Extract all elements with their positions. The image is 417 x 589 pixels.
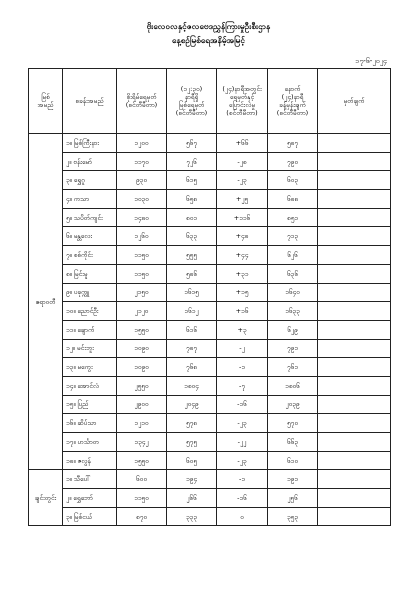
table-row <box>29 395 391 414</box>
danger-level-cell: ၁၀၃၀ <box>117 190 167 209</box>
table-row <box>29 470 391 489</box>
change-cell: +၄၄ <box>217 246 268 265</box>
change-cell: -၂၂ <box>217 433 268 452</box>
change-cell: +၃၁ <box>217 264 268 283</box>
danger-level-cell: ၁၅၅၀ <box>117 320 167 339</box>
current-level-cell: ၆၀၅ <box>167 451 217 470</box>
change-cell: -၂၈ <box>217 152 268 171</box>
remark-cell <box>318 152 391 171</box>
station-cell: ၂။ ရွှေဘော် <box>63 489 117 508</box>
remark-cell <box>318 134 391 153</box>
forecast-cell: ၆၀၃ <box>268 171 318 190</box>
station-cell: ၁၂။ မင်းဘူး <box>63 339 117 358</box>
danger-level-cell: ၁၂၀၀ <box>117 134 167 153</box>
station-cell: ၁။ မြစ်ကြီးနား <box>63 134 117 153</box>
table-row <box>29 489 391 508</box>
danger-level-cell: ၈၇၀ <box>117 507 167 526</box>
header-forecast: နောက် (၂၄)နာရီ ခန့်မှန်းချက် (စင်တီမီတာ) <box>268 69 318 134</box>
header-remark: မှတ်ချက် <box>318 69 391 134</box>
station-cell: ၈။ မြင်းမူ <box>63 264 117 283</box>
current-level-cell: ၇၂၆ <box>167 152 217 171</box>
header-station: စခန်းအမည် <box>63 69 117 134</box>
remark-cell <box>318 451 391 470</box>
remark-cell <box>318 208 391 227</box>
station-cell: ၃။ ရွှေဂူ <box>63 171 117 190</box>
table-row <box>29 451 391 470</box>
document-title: ဗိုးလေဝလနှင့်ဇလဗေဒညွှန်ကြားမှုဦးစီးဌာန <box>146 22 271 31</box>
table-row <box>29 433 391 452</box>
table-body <box>29 134 391 526</box>
current-level-cell: ၂၀၄၉ <box>167 395 217 414</box>
change-cell: -၁ <box>217 358 268 377</box>
change-cell: -၂၃ <box>217 171 268 190</box>
forecast-cell: ၂၅၆ <box>268 489 318 508</box>
header-change: (၂၄)နာရီအတွင်း ရေမှတ်နှင့် ပြောင်းလဲမှု (စင်တီမီတာ) <box>217 69 268 134</box>
remark-cell <box>318 358 391 377</box>
station-cell: ၁၆။ ဆိပ်သာ <box>63 414 117 433</box>
current-level-cell: ၁၉၄ <box>167 470 217 489</box>
station-cell: ၄။ ကသာ <box>63 190 117 209</box>
table-row <box>29 414 391 433</box>
remark-cell <box>318 320 391 339</box>
current-level-cell: ၅၇၅ <box>167 433 217 452</box>
remark-cell <box>318 302 391 321</box>
table-row <box>29 302 391 321</box>
current-level-cell: ၂၆၆ <box>167 489 217 508</box>
current-level-cell: ၇၆၈ <box>167 358 217 377</box>
table-row <box>29 507 391 526</box>
station-cell: ၁၀။ ညောင်ဦး <box>63 302 117 321</box>
forecast-cell: ၆၂၆ <box>268 246 318 265</box>
table-row <box>29 320 391 339</box>
forecast-cell: ၃၅၃ <box>268 507 318 526</box>
danger-level-cell: ၁၀၉၀ <box>117 358 167 377</box>
remark-cell <box>318 283 391 302</box>
remark-cell <box>318 171 391 190</box>
station-cell: ၁၁။ ချောက် <box>63 320 117 339</box>
table-row <box>29 339 391 358</box>
danger-level-cell: ၁၂၆၀ <box>117 227 167 246</box>
forecast-cell: ၆၆၃ <box>268 433 318 452</box>
danger-level-cell: ၁၁၇၀ <box>117 152 167 171</box>
current-level-cell: ၆၁၅ <box>167 171 217 190</box>
change-cell: -၂၃ <box>217 451 268 470</box>
report-date: ၁၇-၆-၂၀၂၄ <box>355 57 387 65</box>
table-row <box>29 227 391 246</box>
change-cell: +၂၅ <box>217 190 268 209</box>
table-row <box>29 264 391 283</box>
danger-level-cell: ၁၀၉၀ <box>117 339 167 358</box>
remark-cell <box>318 376 391 395</box>
forecast-cell: ၁၈၀၆ <box>268 376 318 395</box>
current-level-cell: ၇၈၇ <box>167 339 217 358</box>
change-cell: +၆၆ <box>217 134 268 153</box>
station-cell: ၁၅။ ပြည် <box>63 395 117 414</box>
danger-level-cell: ၂၉၀၀ <box>117 395 167 414</box>
change-cell: -၂၃ <box>217 414 268 433</box>
current-level-cell: ၅၈၆ <box>167 264 217 283</box>
station-cell: ၆။ မန္တလေး <box>63 227 117 246</box>
change-cell: ၀ <box>217 507 268 526</box>
forecast-cell: ၁၆၃၃ <box>268 302 318 321</box>
change-cell: +၁၆ <box>217 302 268 321</box>
river-level-table <box>28 68 391 526</box>
forecast-cell: ၂၀၃၉ <box>268 395 318 414</box>
remark-cell <box>318 264 391 283</box>
danger-level-cell: ၁၁၅၀ <box>117 246 167 265</box>
remark-cell <box>318 227 391 246</box>
danger-level-cell: ၁၅၅၀ <box>117 451 167 470</box>
current-level-cell: ၁၈၀၄ <box>167 376 217 395</box>
station-cell: ၅။ သပိတ်ကျင်း <box>63 208 117 227</box>
danger-level-cell: ၁၂၁၀ <box>117 414 167 433</box>
table-row <box>29 283 391 302</box>
table-row <box>29 152 391 171</box>
forecast-cell: ၅၇၀ <box>268 414 318 433</box>
forecast-cell: ၇၉၁ <box>268 339 318 358</box>
remark-cell <box>318 339 391 358</box>
danger-level-cell: ၁၄၈၀ <box>117 208 167 227</box>
change-cell: +၁၁၆ <box>217 208 268 227</box>
current-level-cell: ၁၆၁၂ <box>167 302 217 321</box>
forecast-cell: ၁၆၄၀ <box>268 283 318 302</box>
danger-level-cell: ၁၁၅၀ <box>117 489 167 508</box>
remark-cell <box>318 489 391 508</box>
station-cell: ၃။ မြစ်ငယ် <box>63 507 117 526</box>
danger-level-cell: ၂၁၂၀ <box>117 302 167 321</box>
change-cell: +၃ <box>217 320 268 339</box>
change-cell: +၄၈ <box>217 227 268 246</box>
forecast-cell: ၇၁၃ <box>268 227 318 246</box>
remark-cell <box>318 470 391 489</box>
change-cell: -၇ <box>217 376 268 395</box>
change-cell: -၂ <box>217 339 268 358</box>
forecast-cell: ၇၉၀ <box>268 152 318 171</box>
header-current-level: (၁၂:၃၀) နာရီရှိ မြစ်ရေမှတ် (စင်တီမီတာ) <box>167 69 217 134</box>
river-name-cell: ဧရာဝတီ <box>29 134 63 470</box>
station-cell: ၁၇။ ဟင်္သာတ <box>63 433 117 452</box>
table-row <box>29 246 391 265</box>
station-cell: ၁။ သီပေါ် <box>63 470 117 489</box>
table-row <box>29 171 391 190</box>
forecast-cell: ၆၃၆ <box>268 264 318 283</box>
station-cell: ၂။ ဗန်းမော် <box>63 152 117 171</box>
current-level-cell: ၁၆၁၅ <box>167 283 217 302</box>
forecast-cell: ၅၈၇ <box>268 134 318 153</box>
danger-level-cell: ၂၅၅၀ <box>117 376 167 395</box>
danger-level-cell: ၁၃၄၂ <box>117 433 167 452</box>
current-level-cell: ၆၅၈ <box>167 190 217 209</box>
document-subtitle: နေ့စဉ်မြစ်ရေအနိမ့်အမြင့် <box>172 36 245 45</box>
danger-level-cell: ၉၃၀ <box>117 171 167 190</box>
change-cell: -၁ <box>217 470 268 489</box>
change-cell: -၁၆ <box>217 489 268 508</box>
table-row <box>29 190 391 209</box>
current-level-cell: ၅၆၇ <box>167 134 217 153</box>
current-level-cell: ၆၁၆ <box>167 320 217 339</box>
current-level-cell: ၅၅၅ <box>167 246 217 265</box>
current-level-cell: ၆၃၃ <box>167 227 217 246</box>
danger-level-cell: ၆၀၀ <box>117 470 167 489</box>
danger-level-cell: ၁၁၅၀ <box>117 264 167 283</box>
forecast-cell: ၆၈၈ <box>268 190 318 209</box>
remark-cell <box>318 190 391 209</box>
danger-level-cell: ၂၁၅၀ <box>117 283 167 302</box>
remark-cell <box>318 246 391 265</box>
header-danger-level: စိုးရိမ်ရေမှတ် (စင်တီမီတာ) <box>117 69 167 134</box>
table-row <box>29 208 391 227</box>
station-cell: ၇။ စစ်ကိုင်း <box>63 246 117 265</box>
forecast-cell: ၆၂၉ <box>268 320 318 339</box>
table-row <box>29 358 391 377</box>
station-cell: ၁၃။ မကွေး <box>63 358 117 377</box>
change-cell: -၁၆ <box>217 395 268 414</box>
table-header-row <box>29 69 391 134</box>
forecast-cell: ၈၅၁ <box>268 208 318 227</box>
change-cell: +၁၅ <box>217 283 268 302</box>
station-cell: ၁၈။ ဇလွန် <box>63 451 117 470</box>
station-cell: ၉။ ပခုက္ကူ <box>63 283 117 302</box>
remark-cell <box>318 507 391 526</box>
table-row <box>29 134 391 153</box>
river-name-cell: ချင်းတွင်း <box>29 470 63 526</box>
current-level-cell: ၅၇၈ <box>167 414 217 433</box>
forecast-cell: ၇၆၁ <box>268 358 318 377</box>
table-row <box>29 376 391 395</box>
remark-cell <box>318 395 391 414</box>
station-cell: ၁၄။ အောင်လံ <box>63 376 117 395</box>
current-level-cell: ၃၃၃ <box>167 507 217 526</box>
forecast-cell: ၆၁၀ <box>268 451 318 470</box>
remark-cell <box>318 433 391 452</box>
forecast-cell: ၁၉၁ <box>268 470 318 489</box>
header-river: မြစ် အမည် <box>29 69 63 134</box>
remark-cell <box>318 414 391 433</box>
current-level-cell: ၈၀၁ <box>167 208 217 227</box>
